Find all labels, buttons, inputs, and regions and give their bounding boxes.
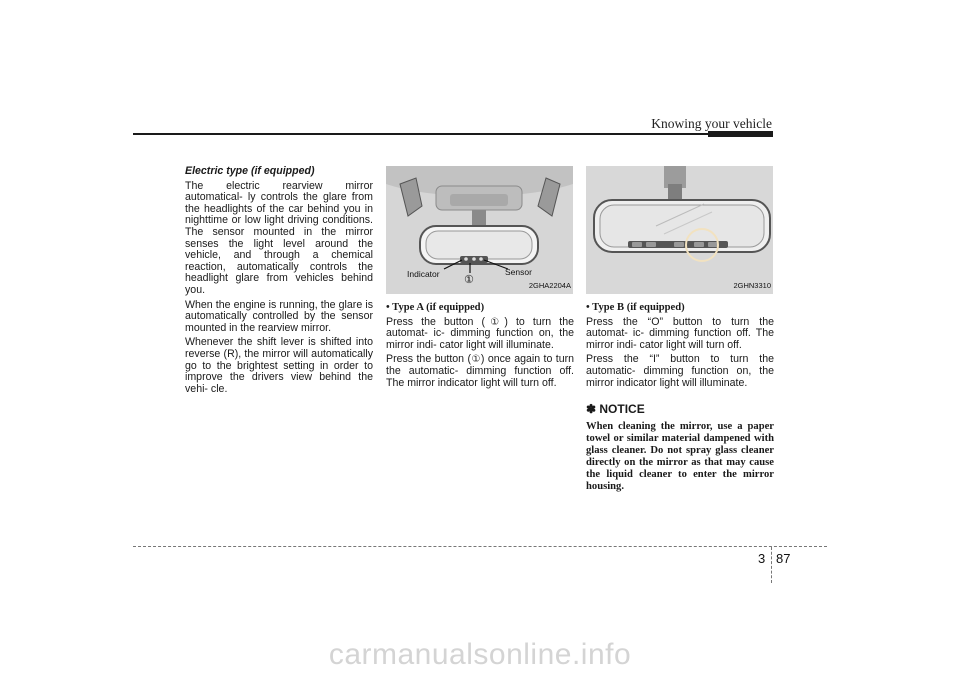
figure-code: 2GHN3310	[733, 281, 771, 291]
section-heading: Electric type (if equipped)	[185, 165, 315, 177]
footer-divider	[771, 547, 772, 583]
paragraph: The electric rearview mirror automatical- ly controls the glare from the headlights of the car behind you in nighttime or low light driving conditions. The sensor mounted in the mirror senses the light level around the vehicle, and through a chemical reaction, automatically controls the headlight glare from vehicles behind you.	[185, 179, 373, 296]
figure-type-a	[386, 166, 573, 294]
figure-code: 2GHA2204A	[528, 281, 571, 291]
mirror-type-b-illustration	[586, 166, 773, 294]
label-sensor: Sensor	[505, 267, 532, 277]
paragraph: Press the button (①) once again to turn the automatic- dimming function off. The mirror indicator light will turn off.	[386, 353, 575, 389]
footer-rule	[133, 546, 827, 547]
notice-body: When cleaning the mirror, use a paper towel or similar material dampened with glass cleaner. Do not spray glass cleaner directly on the mirror as that may cause the liquid cleaner to enter the mirror housing.	[586, 420, 774, 492]
column-2	[386, 166, 574, 392]
paragraph: Press the button (①) to turn the automat- ic- dimming function on, the mirror indi- cator light will illuminate.	[386, 315, 574, 351]
notice-heading: ✽ NOTICE	[586, 402, 645, 417]
chapter-number: 3	[758, 551, 766, 566]
figure-type-b	[586, 166, 773, 294]
type-b-title: • Type B (if equipped)	[586, 302, 685, 313]
label-indicator: Indicator	[407, 269, 440, 279]
type-a-title: • Type A (if equipped)	[386, 302, 485, 313]
header-rule-accent	[708, 131, 773, 137]
column-1	[185, 166, 373, 398]
page-header-title: Knowing your vehicle	[651, 116, 772, 131]
watermark: carmanualsonline.info	[328, 638, 632, 671]
paragraph: When the engine is running, the glare is automatically controlled by the sensor mounted in the rearview mirror.	[185, 298, 373, 334]
label-button-1: ①	[464, 273, 474, 286]
paragraph: Press the “O” button to turn the automat- ic- dimming function off. The mirror indi- cator light will turn off.	[586, 315, 774, 351]
page-number: 87	[776, 551, 791, 566]
paragraph: Whenever the shift lever is shifted into reverse (R), the mirror will automatically go to the brightest setting in order to improve the drivers view behind the vehi- cle.	[185, 336, 373, 395]
paragraph: Press the “I” button to turn the automatic- dimming function on, the mirror indicator light will illuminate.	[586, 353, 774, 389]
column-3	[586, 166, 774, 493]
header-rule	[133, 133, 773, 135]
